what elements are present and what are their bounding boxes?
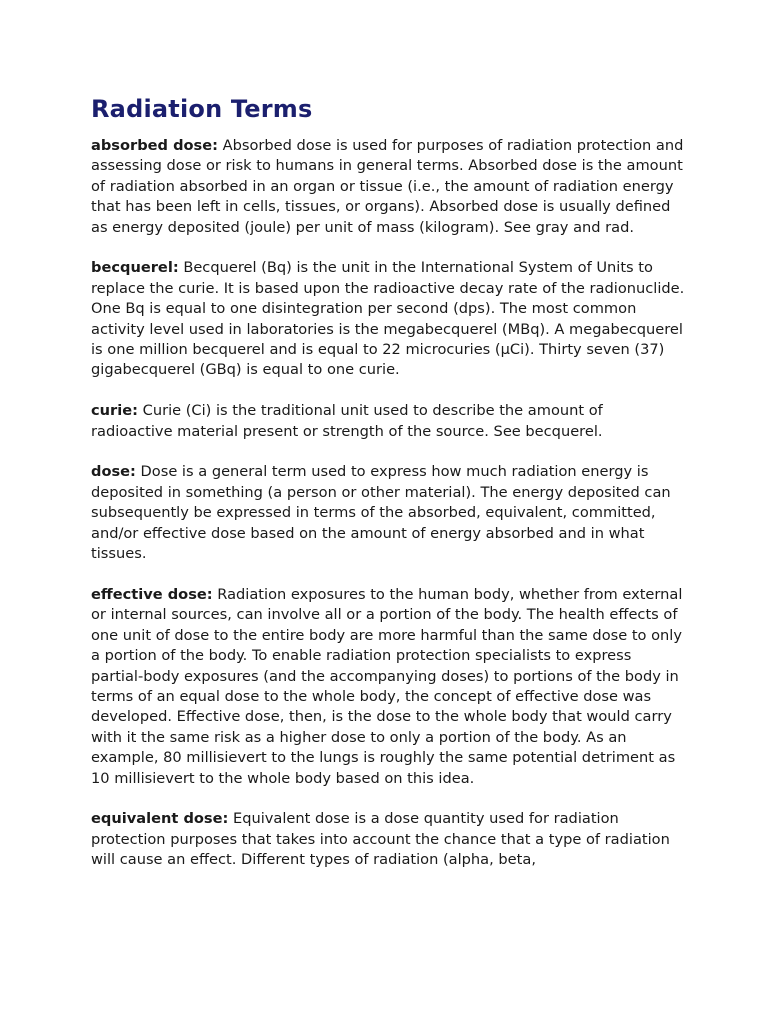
- term-definition: Equivalent dose is a dose quantity used for radiation protection purposes that takes into account the chance that a type of radiation will cause an effect. Different types of radiation (alpha, beta,: [91, 810, 670, 869]
- term-entry-effective-dose: [91, 585, 685, 789]
- term-entry-becquerel: [91, 258, 685, 380]
- term-name: becquerel:: [91, 259, 179, 277]
- term-entry-absorbed-dose: [91, 136, 685, 238]
- term-name: curie:: [91, 402, 138, 420]
- term-definition: Absorbed dose is used for purposes of radiation protection and assessing dose or risk to humans in general terms. Absorbed dose is the amount of radiation absorbed in an organ or tissue (i.e., the amount of radiation energy that has been left in cells, tissues, or organs). Absorbed dose is usually defined as energy deposited (joule) per unit of mass (kilogram). See gray and rad.: [91, 137, 684, 236]
- term-entry-curie: [91, 401, 685, 442]
- term-entry-equivalent-dose: [91, 809, 685, 870]
- term-definition: Becquerel (Bq) is the unit in the International System of Units to replace the curie. It is based upon the radioactive decay rate of the radionuclide. One Bq is equal to one disintegration per second (dps). The most common activity level used in laboratories is the megabecquerel (MBq). A megabecquerel is one million becquerel and is equal to 22 microcuries (μCi). Thirty seven (37) gigabecquerel (GBq) is equal to one curie.: [91, 259, 685, 379]
- term-name: dose:: [91, 463, 136, 481]
- term-name: absorbed dose:: [91, 137, 218, 154]
- page-title: Radiation Terms: [91, 95, 313, 123]
- document-page: [91, 92, 685, 891]
- term-entry-dose: [91, 462, 685, 564]
- term-definition: Radiation exposures to the human body, whether from external or internal sources, can involve all or a portion of the body. The health effects of one unit of dose to the entire body are more harmful than the same dose to only a portion of the body. To enable radiation protection specialists to express partial-body exposures (and the accompanying doses) to portions of the body in terms of an equal dose to the whole body, the concept of effective dose was developed. Effective dose, then, is the dose to the whole body that would carry with it the same risk as a higher dose to only a portion of the body. As an example, 80 millisievert to the lungs is roughly the same potential detriment as 10 millisievert to the whole body based on this idea.: [91, 585, 683, 787]
- term-name: equivalent dose:: [91, 810, 229, 828]
- term-definition: Dose is a general term used to express how much radiation energy is deposited in something (a person or other material). The energy deposited can subsequently be expressed in terms of the absorbed, equivalent, committed, and/or effective dose based on the amount of energy absorbed and in what tissues.: [91, 463, 671, 563]
- term-definition: Curie (Ci) is the traditional unit used to describe the amount of radioactive material present or strength of the source. See becquerel.: [91, 402, 603, 440]
- term-name: effective dose:: [91, 585, 213, 603]
